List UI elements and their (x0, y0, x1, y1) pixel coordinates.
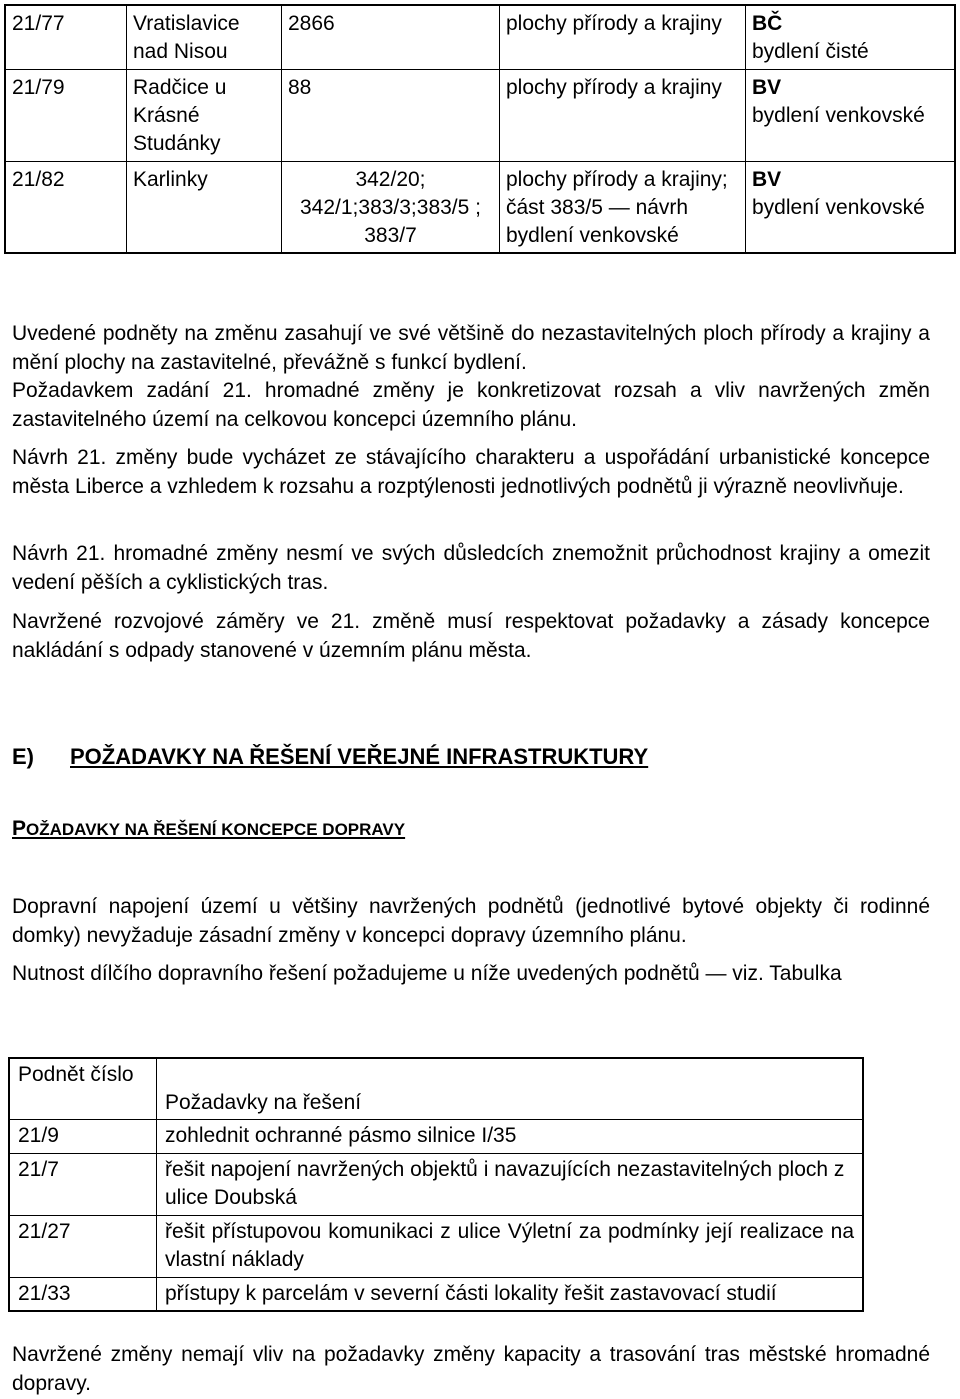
section-title: POŽADAVKY NA ŘEŠENÍ VEŘEJNÉ INFRASTRUKTURY (70, 744, 649, 769)
row-id: 21/77 (5, 5, 127, 70)
row-proposed (746, 70, 956, 162)
paragraph-waste: Navržené rozvojové záměry ve 21. změně musí respektovat požadavky a zásady koncepce nakládání s odpady stanovené v územním plánu města. (12, 610, 930, 662)
row-id: 21/27 (9, 1215, 157, 1277)
row-id: 21/7 (9, 1153, 157, 1215)
paragraph-impact: Uvedené podněty na změnu zasahují ve své většině do nezastavitelných ploch přírody a krajiny a mění plochy na zastavitelné, převážně s funkcí bydlení. (12, 322, 930, 374)
row-requirement: řešit napojení navržených objektů i navazujících nezastavitelných ploch z ulice Doubská (157, 1153, 864, 1215)
row-place: Radčice u Krásné Studánky (127, 70, 282, 162)
row-id: 21/9 (9, 1120, 157, 1154)
section-heading (12, 744, 648, 770)
table-row (9, 1153, 863, 1215)
row-parcel: 342/20; 342/1;383/3;383/5 ; 383/7 (282, 162, 500, 254)
proposed-name: bydlení venkovské (752, 104, 925, 127)
subsection-title: OŽADAVKY NA ŘEŠENÍ KONCEPCE DOPRAVY (26, 820, 406, 839)
subsection-first-letter: P (12, 817, 27, 840)
table-row (9, 1215, 863, 1277)
row-current-use: plochy přírody a krajiny (500, 70, 746, 162)
subsection-heading (12, 817, 405, 841)
header-requirements: Požadavky na řešení (157, 1058, 864, 1120)
paragraph-closing: Navržené změny nemají vliv na požadavky změny kapacity a trasování tras městské hromadné dopravy. (12, 1343, 930, 1395)
row-place: Vratislavice nad Nisou (127, 5, 282, 70)
paragraph-proposal: Návrh 21. změny bude vycházet ze stávajícího charakteru a uspořádání urbanistické koncepce města Liberce a vzhledem k rozsahu a rozptýlenosti jednotlivých podnětů ji výrazně neovlivňuje. (12, 446, 930, 498)
row-current-use: plochy přírody a krajiny (500, 5, 746, 70)
table-row (9, 1120, 863, 1154)
paragraph-permeability: Návrh 21. hromadné změny nesmí ve svých důsledcích znemožnit průchodnost krajiny a omezit vedení pěších a cyklistických tras. (12, 542, 930, 594)
proposed-code: BV (752, 168, 782, 191)
table-row (5, 5, 955, 70)
requirements-table (8, 1057, 864, 1312)
table-row (5, 70, 955, 162)
proposed-code: BV (752, 76, 782, 99)
proposed-name: bydlení venkovské (752, 196, 925, 219)
table-header-row (9, 1058, 863, 1120)
row-id: 21/33 (9, 1277, 157, 1311)
row-id: 21/82 (5, 162, 127, 254)
table-row (9, 1277, 863, 1311)
top-table (4, 4, 956, 254)
row-proposed (746, 5, 956, 70)
row-current-use: plochy přírody a krajiny; část 383/5 — návrh bydlení venkovské (500, 162, 746, 254)
table-row (5, 162, 955, 254)
row-parcel: 88 (282, 70, 500, 162)
row-place: Karlinky (127, 162, 282, 254)
proposed-name: bydlení čisté (752, 40, 869, 63)
paragraph-transport-need: Nutnost dílčího dopravního řešení požadujeme u níže uvedených podnětů — viz. Tabulka (12, 962, 842, 985)
section-label: E) (12, 744, 34, 769)
paragraph-requirement: Požadavkem zadání 21. hromadné změny je konkretizovat rozsah a vliv navržených změn zastavitelného území na celkovou koncepci územního plánu. (12, 379, 930, 431)
proposed-code: BČ (752, 12, 783, 35)
row-requirement: řešit přístupovou komunikaci z ulice Výletní za podmínky její realizace na vlastní náklady (157, 1215, 864, 1277)
row-id: 21/79 (5, 70, 127, 162)
row-proposed (746, 162, 956, 254)
row-requirement: zohlednit ochranné pásmo silnice I/35 (157, 1120, 864, 1154)
row-requirement: přístupy k parcelám v severní části lokality řešit zastavovací studií (157, 1277, 864, 1311)
row-parcel: 2866 (282, 5, 500, 70)
header-number: Podnět číslo (9, 1058, 157, 1120)
paragraph-transport: Dopravní napojení území u většiny navržených podnětů (jednotlivé bytové objekty či rodinné domky) nevyžaduje zásadní změny v koncepci dopravy územního plánu. (12, 895, 930, 947)
